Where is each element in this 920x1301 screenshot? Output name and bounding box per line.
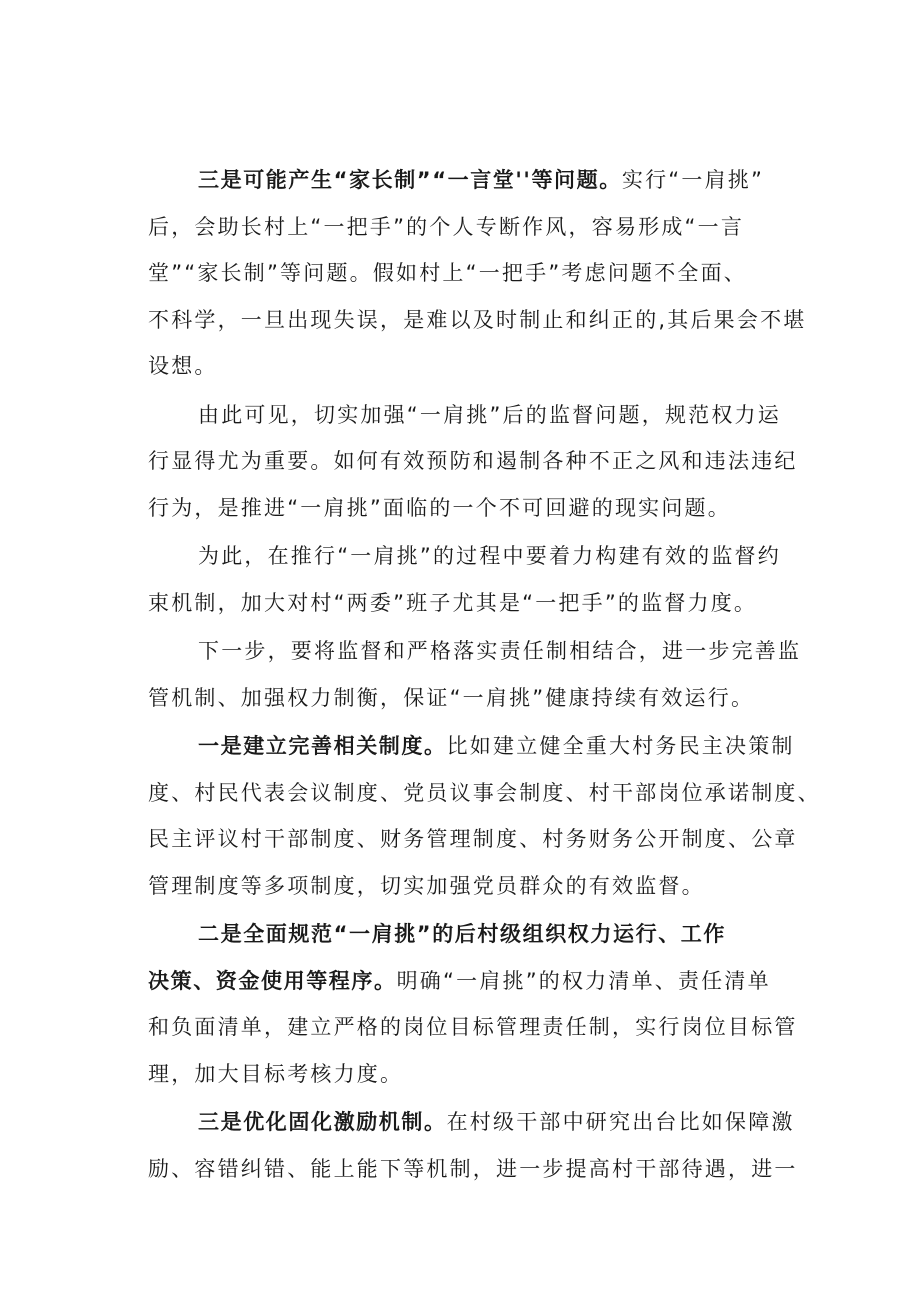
text-line [148,816,818,863]
text-line [148,1004,818,1051]
text-line [148,863,818,910]
text-line [148,438,818,485]
bold-heading: 二是全面规范“一肩挑”的后村级组织权力运行、工作 [198,922,727,946]
text-line [148,204,818,251]
body-text: 度、村民代表会议制度、党员议事会制度、村干部岗位承诺制度、 [148,780,821,805]
body-text: 在村级干部中研究出台比如保障激 [446,1110,795,1134]
body-text: 为此，在推行“一肩挑”的过程中要着力构建有效的监督约 [198,544,781,568]
bold-heading: 三是优化固化激励机制。 [198,1110,447,1134]
body-text: 束机制，加大对村“两委”班子尤其是“一把手”的监督力度。 [148,590,758,615]
text-line [148,580,818,627]
body-text: 励、容错纠错、能上能下等机制，进一步提高村干部待遇，进一 [148,1156,798,1181]
text-line [148,485,818,532]
body-text: 实行“一肩挑” [621,168,765,192]
text-line [148,723,818,770]
body-text: 行显得尤为重要。如何有效预防和遏制各种不正之风和违法违纪 [148,449,798,473]
body-text: 堂”“家长制”等问题。假如村上“一把手”考虑问题不全面、 [148,261,747,285]
bold-heading: 一是建立完善相关制度。 [198,734,447,758]
body-text: 民主评议村干部制度、财务管理制度、村务财务公开制度、公章 [148,827,798,851]
text-line [148,911,818,958]
text-line [148,628,818,675]
text-line [148,157,818,204]
text-line [148,958,818,1005]
body-text: 管理制度等多项制度，切实加强党员群众的有效监督。 [148,873,705,898]
body-text: 下一步，要将监督和严格落实责任制相结合，进一步完善监 [198,639,802,663]
body-text: 和负面清单，建立严格的岗位目标管理责任制，实行岗位目标管 [148,1015,798,1039]
body-text: 行为，是推进“一肩挑”面临的一个不可回避的现实问题。 [148,495,731,520]
text-line [148,392,818,439]
body-text: 理，加大目标考核力度。 [148,1061,404,1086]
text-line [148,1146,818,1193]
text-line [148,250,818,297]
body-text: 不科学，一旦出现失误，是难以及时制止和纠正的,其后果会不堪 [148,307,807,332]
text-line [148,1099,818,1146]
document-body [148,157,821,1192]
text-line [148,297,818,344]
body-text: 明确“一肩挑”的权力清单、责任清单 [396,968,771,993]
body-text: 由此可见，切实加强“一肩挑”后的监督问题，规范权力运 [198,402,781,427]
text-line [148,675,818,722]
text-line [148,1051,818,1098]
bold-heading: 三是可能产生“家长制”“一言堂''等问题。 [198,168,622,192]
text-line [148,533,818,580]
body-text: 设想。 [148,354,218,378]
text-line [148,343,818,390]
bold-heading: 决策、资金使用等程序。 [148,968,397,993]
body-text: 管机制、加强权力制衡，保证“一肩挑”健康持续有效运行。 [148,685,755,710]
body-text: 后，会助长村上“一把手”的个人专断作风，容易形成“一言 [148,214,745,239]
body-text: 比如建立健全重大村务民主决策制 [446,734,795,758]
text-line [148,770,821,817]
